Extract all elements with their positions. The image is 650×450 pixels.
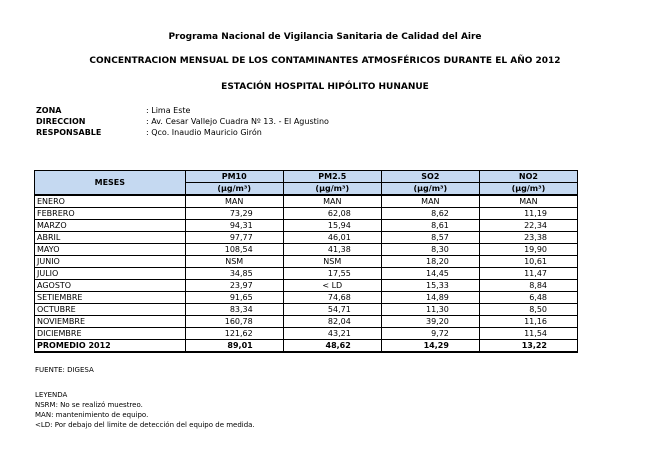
unit-so2: (µg/m³) — [381, 183, 479, 196]
value-cell: MAN — [479, 195, 577, 208]
header-no2: NO2 — [479, 171, 577, 183]
legend-item: MAN: mantenimiento de equipo. — [35, 411, 149, 419]
info-key: ZONA — [36, 106, 62, 115]
value-cell: MAN — [185, 195, 283, 208]
table-row — [35, 268, 578, 280]
value-cell: 9,72 — [381, 328, 479, 340]
month-cell: JULIO — [35, 268, 186, 280]
header-so2: SO2 — [381, 171, 479, 183]
month-cell: SETIEMBRE — [35, 292, 186, 304]
value-cell: 62,08 — [283, 208, 381, 220]
value-cell: 94,31 — [185, 220, 283, 232]
info-value: : Qco. Inaudio Mauricio Girón — [146, 128, 262, 137]
value-cell: 89,01 — [185, 340, 283, 353]
report-title: CONCENTRACION MENSUAL DE LOS CONTAMINANTES ATMOSFÉRICOS DURANTE EL AÑO 2012 — [89, 56, 561, 66]
legend-title: LEYENDA — [35, 391, 68, 399]
month-cell: OCTUBRE — [35, 304, 186, 316]
month-cell: MARZO — [35, 220, 186, 232]
value-cell: 11,16 — [479, 316, 577, 328]
value-cell: 18,20 — [381, 256, 479, 268]
value-cell: NSM — [283, 256, 381, 268]
value-cell: 8,62 — [381, 208, 479, 220]
table-row — [35, 208, 578, 220]
table-row — [35, 292, 578, 304]
value-cell: < LD — [283, 280, 381, 292]
info-row-responsable — [36, 127, 329, 138]
table-row — [35, 220, 578, 232]
header-pm25: PM2.5 — [283, 171, 381, 183]
value-cell: 8,57 — [381, 232, 479, 244]
value-cell: 17,55 — [283, 268, 381, 280]
value-cell: 11,30 — [381, 304, 479, 316]
info-key: RESPONSABLE — [36, 128, 102, 137]
table-row — [35, 316, 578, 328]
value-cell: 46,01 — [283, 232, 381, 244]
value-cell: 8,84 — [479, 280, 577, 292]
info-value: : Lima Este — [146, 106, 191, 115]
value-cell: 160,78 — [185, 316, 283, 328]
month-cell: MAYO — [35, 244, 186, 256]
month-cell: DICIEMBRE — [35, 328, 186, 340]
value-cell: 15,33 — [381, 280, 479, 292]
value-cell: 11,54 — [479, 328, 577, 340]
value-cell: 19,90 — [479, 244, 577, 256]
header-pm10: PM10 — [185, 171, 283, 183]
info-row-zona — [36, 105, 329, 116]
value-cell: 8,50 — [479, 304, 577, 316]
table-row — [35, 280, 578, 292]
station-info — [36, 105, 329, 138]
value-cell: 14,45 — [381, 268, 479, 280]
value-cell: MAN — [381, 195, 479, 208]
value-cell: 83,34 — [185, 304, 283, 316]
value-cell: 108,54 — [185, 244, 283, 256]
month-cell: ENERO — [35, 195, 186, 208]
unit-no2: (µg/m³) — [479, 183, 577, 196]
value-cell: 97,77 — [185, 232, 283, 244]
value-cell: 41,38 — [283, 244, 381, 256]
source-note: FUENTE: DIGESA — [35, 366, 94, 374]
value-cell: 8,30 — [381, 244, 479, 256]
value-cell: 121,62 — [185, 328, 283, 340]
header-meses: MESES — [35, 171, 186, 196]
value-cell: MAN — [283, 195, 381, 208]
info-key: DIRECCION — [36, 117, 86, 126]
table-row — [35, 256, 578, 268]
concentration-table — [34, 170, 578, 353]
unit-pm10: (µg/m³) — [185, 183, 283, 196]
table-row — [35, 328, 578, 340]
value-cell: NSM — [185, 256, 283, 268]
value-cell: 54,71 — [283, 304, 381, 316]
value-cell: 48,62 — [283, 340, 381, 353]
month-cell: FEBRERO — [35, 208, 186, 220]
value-cell: 82,04 — [283, 316, 381, 328]
value-cell: 14,89 — [381, 292, 479, 304]
month-cell: JUNIO — [35, 256, 186, 268]
value-cell: 43,21 — [283, 328, 381, 340]
value-cell: 15,94 — [283, 220, 381, 232]
value-cell: 6,48 — [479, 292, 577, 304]
value-cell: 34,85 — [185, 268, 283, 280]
table-row — [35, 232, 578, 244]
table-row — [35, 244, 578, 256]
value-cell: 14,29 — [381, 340, 479, 353]
value-cell: 39,20 — [381, 316, 479, 328]
value-cell: 13,22 — [479, 340, 577, 353]
legend — [35, 390, 255, 430]
program-title: Programa Nacional de Vigilancia Sanitaria de Calidad del Aire — [168, 32, 482, 42]
value-cell: 11,47 — [479, 268, 577, 280]
legend-item: <LD: Por debajo del limite de detección del equipo de medida. — [35, 421, 255, 429]
info-value: : Av. Cesar Vallejo Cuadra Nº 13. - El Agustino — [146, 117, 329, 126]
value-cell: 22,34 — [479, 220, 577, 232]
average-row — [35, 340, 578, 353]
month-cell: AGOSTO — [35, 280, 186, 292]
table-row — [35, 304, 578, 316]
month-cell: PROMEDIO 2012 — [35, 340, 186, 353]
legend-item: NSRM: No se realizó muestreo. — [35, 401, 143, 409]
value-cell: 23,97 — [185, 280, 283, 292]
value-cell: 11,19 — [479, 208, 577, 220]
table-row — [35, 195, 578, 208]
month-cell: ABRIL — [35, 232, 186, 244]
value-cell: 8,61 — [381, 220, 479, 232]
value-cell: 10,61 — [479, 256, 577, 268]
value-cell: 91,65 — [185, 292, 283, 304]
month-cell: NOVIEMBRE — [35, 316, 186, 328]
unit-pm25: (µg/m³) — [283, 183, 381, 196]
info-row-direccion — [36, 116, 329, 127]
value-cell: 73,29 — [185, 208, 283, 220]
station-title: ESTACIÓN HOSPITAL HIPÓLITO HUNANUE — [221, 82, 429, 92]
value-cell: 23,38 — [479, 232, 577, 244]
value-cell: 74,68 — [283, 292, 381, 304]
